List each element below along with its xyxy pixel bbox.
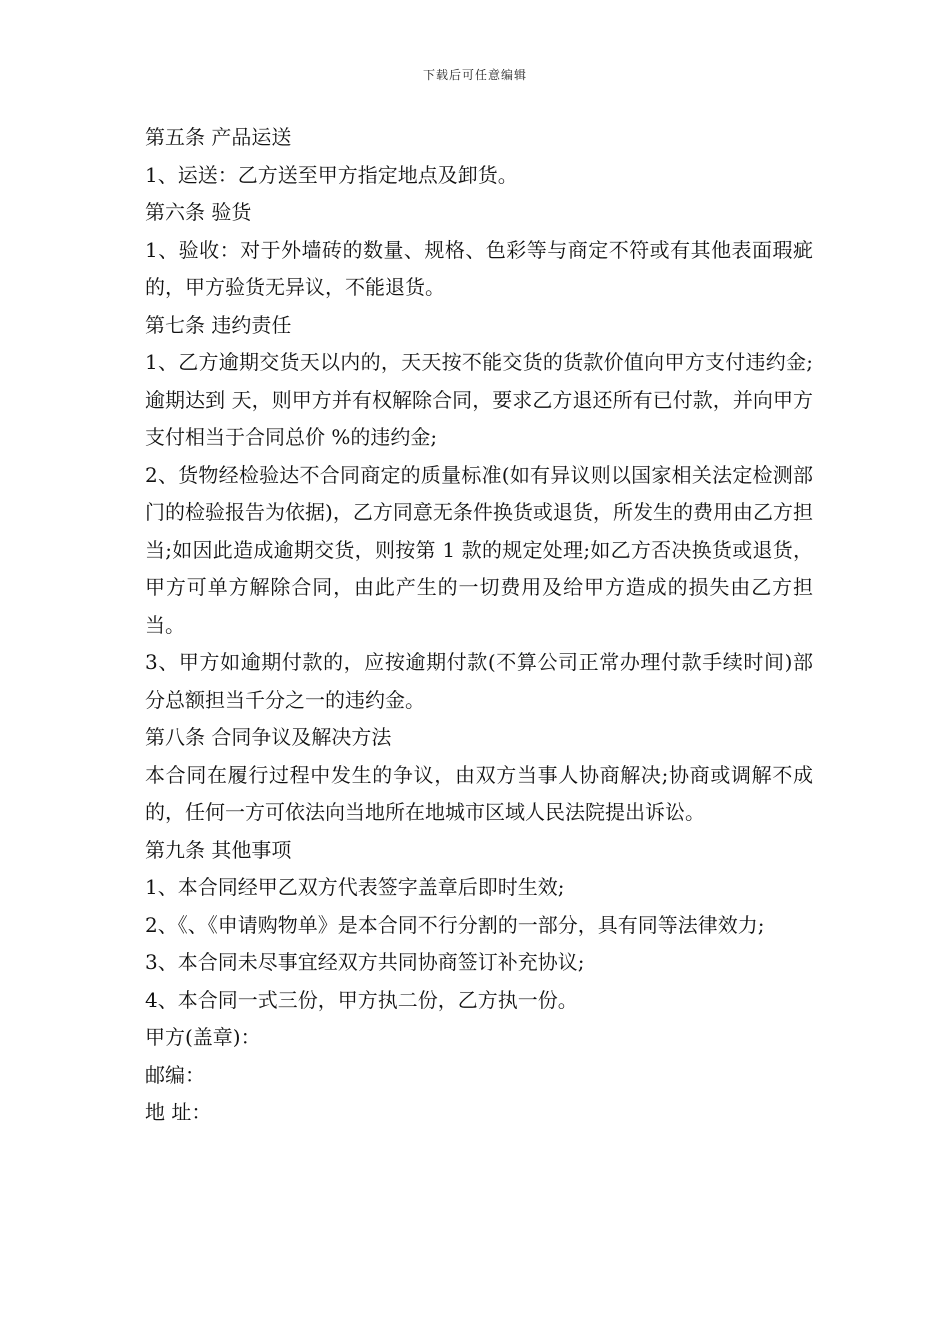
article-7-heading: 第七条 违约责任	[145, 312, 292, 337]
article-8-body: 本合同在履行过程中发生的争议，由双方当事人协商解决;协商或调解不成的，任何一方可依法向当地所在地城市区域人民法院提出诉讼。	[145, 762, 813, 824]
postcode-field: 邮编：	[145, 1062, 205, 1087]
article-9-clause-3: 3、本合同未尽事宜经双方共同协商签订补充协议;	[145, 950, 585, 974]
article-7-clause-1: 1、乙方逾期交货天以内的，天天按不能交货的货款价值向甲方支付违约金;逾期达到 天，则甲方并有权解除合同，要求乙方退还所有已付款，并向甲方支付相当于合同总价 %的违约金;	[145, 350, 813, 449]
article-7-clause-2: 2、货物经检验达不合同商定的质量标准(如有异议则以国家相关法定检测部门的检验报告为依据)，乙方同意无条件换货或退货，所发生的费用由乙方担当;如因此造成逾期交货，则按第 1 款的规定处理;如乙方否决换货或退货，甲方可单方解除合同，由此产生的一切费用及给甲方造成的损失由乙方担当。	[145, 462, 813, 637]
party-a-seal-field: 甲方(盖章)：	[145, 1025, 261, 1049]
document-body	[145, 119, 813, 1132]
article-5-clause-1: 1、运送：乙方送至甲方指定地点及卸货。	[145, 162, 518, 187]
article-6-heading: 第六条 验货	[145, 200, 252, 224]
article-6-clause-1: 1、验收：对于外墙砖的数量、规格、色彩等与商定不符或有其他表面瑕疵的，甲方验货无异议，不能退货。	[145, 237, 813, 299]
article-5-heading: 第五条 产品运送	[145, 125, 292, 149]
address-field: 地 址：	[145, 1100, 212, 1124]
article-9-clause-1: 1、本合同经甲乙双方代表签字盖章后即时生效;	[145, 875, 565, 899]
article-9-heading: 第九条 其他事项	[145, 837, 292, 862]
article-8-heading: 第八条 合同争议及解决方法	[145, 725, 392, 749]
article-9-clause-2: 2、《、《申请购物单》是本合同不行分割的一部分，具有同等法律效力;	[145, 912, 765, 937]
article-9-clause-4: 4、本合同一式三份，甲方执二份，乙方执一份。	[145, 987, 578, 1012]
article-7-clause-3: 3、甲方如逾期付款的，应按逾期付款(不算公司正常办理付款手续时间)部分总额担当千分之一的违约金。	[145, 650, 813, 712]
page-header: 下载后可任意编辑	[422, 68, 527, 82]
